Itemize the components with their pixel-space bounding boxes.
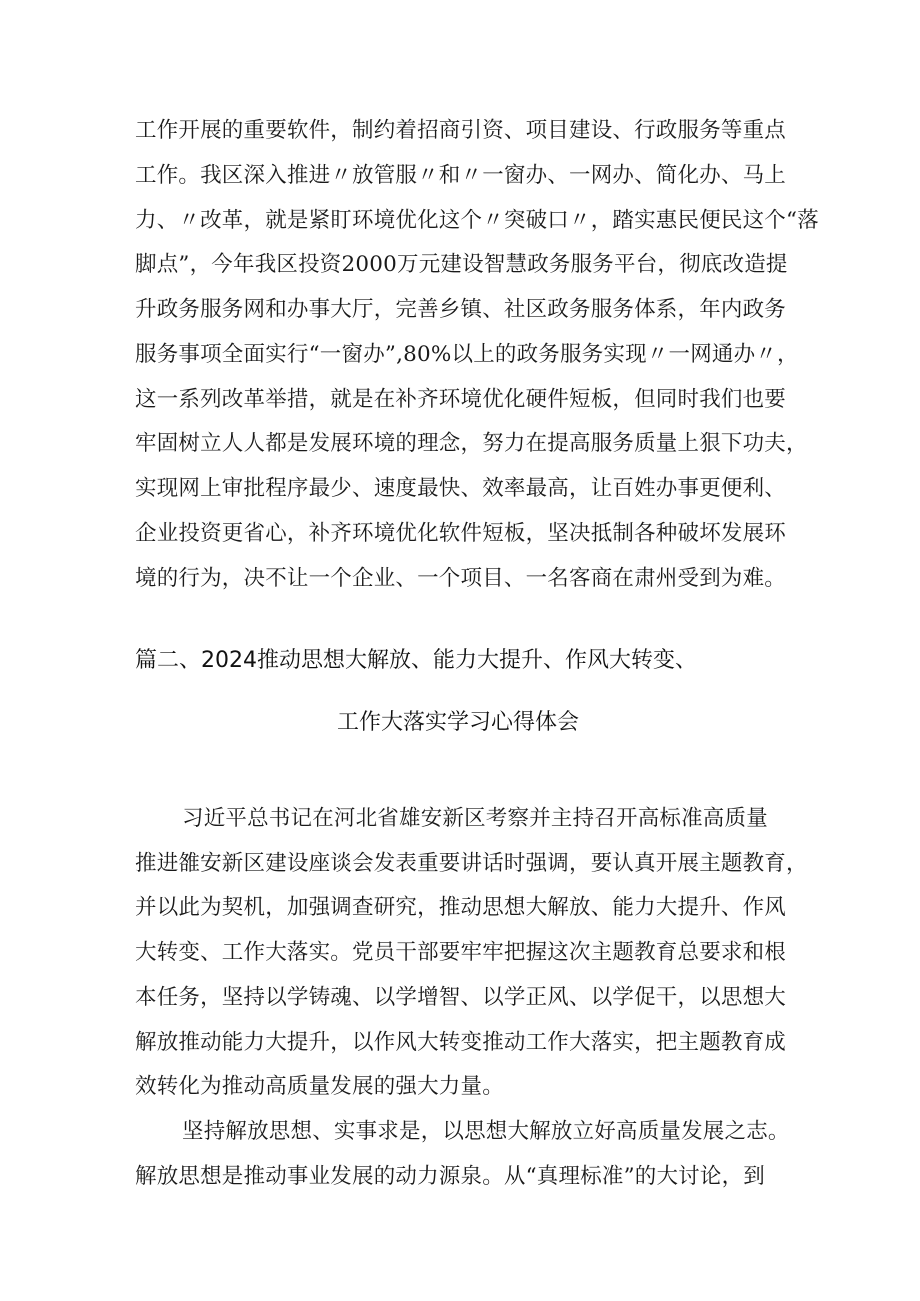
section-title-line-2: 工作大落实学习心得体会 bbox=[337, 710, 580, 735]
body-text-line: 本任务，坚持以学铸魂、以学增智、以学正风、以学促干，以思想大 bbox=[135, 985, 787, 1010]
body-text-line: 大转变、工作大落实。党员干部要牢牢把握这次主题教育总要求和根 bbox=[135, 940, 787, 965]
body-text-line: 实现网上审批程序最少、速度最快、效率最高，让百姓办事更便利、 bbox=[135, 476, 787, 501]
body-text-line: 力、〃改革，就是紧盯环境优化这个〃突破口〃，踏实惠民便民这个“落 bbox=[135, 208, 819, 233]
body-text-line: 习近平总书记在河北省雄安新区考察并主持召开高标准高质量 bbox=[182, 806, 768, 831]
body-text-line: 工作开展的重要软件，制约着招商引资、项目建设、行政服务等重点 bbox=[135, 118, 787, 143]
body-text-line: 并以此为契机，加强调查研究，推动思想大解放、能力大提升、作风 bbox=[135, 895, 787, 920]
body-text-line: 升政务服务网和办事大厅，完善乡镇、社区政务服务体系，年内政务 bbox=[135, 297, 787, 322]
body-text-line: 解放推动能力大提升，以作风大转变推动工作大落实，把主题教育成 bbox=[135, 1030, 787, 1055]
body-text-line: 境的行为，决不让一个企业、一个项目、一名客商在肃州受到为难。 bbox=[135, 566, 787, 591]
section-title-line-1: 篇二、2024推动思想大解放、能力大提升、作风大转变、 bbox=[135, 648, 697, 673]
body-text-line: 牢固树立人人都是发展环境的理念，努力在提高服务质量上狠下功夫， bbox=[135, 431, 808, 456]
body-text-line: 解放思想是推动事业发展的动力源泉。从“真理标准”的大讨论，到 bbox=[135, 1164, 765, 1189]
body-text-line: 服务事项全面实行“一窗办”,80%以上的政务服务实现〃一网通办〃， bbox=[135, 342, 799, 367]
body-text-line: 脚点”，今年我区投资2000万元建设智慧政务服务平台，彻底改造提 bbox=[135, 252, 788, 277]
body-text-line: 工作。我区深入推进〃放管服〃和〃一窗办、一网办、简化办、马上 bbox=[135, 163, 787, 188]
body-text-line: 推进雒安新区建设座谈会发表重要讲话时强调，要认真开展主题教育， bbox=[135, 851, 808, 876]
body-text-line: 企业投资更省心，补齐环境优化软件短板，坚决抵制各种破坏发展环 bbox=[135, 521, 787, 546]
body-text-line: 坚持解放思想、实事求是，以思想大解放立好高质量发展之志。 bbox=[182, 1119, 790, 1144]
body-text-line: 这一系列改革举措，就是在补齐环境优化硬件短板，但同时我们也要 bbox=[135, 387, 787, 412]
body-text-line: 效转化为推动高质量发展的强大力量。 bbox=[135, 1074, 504, 1099]
